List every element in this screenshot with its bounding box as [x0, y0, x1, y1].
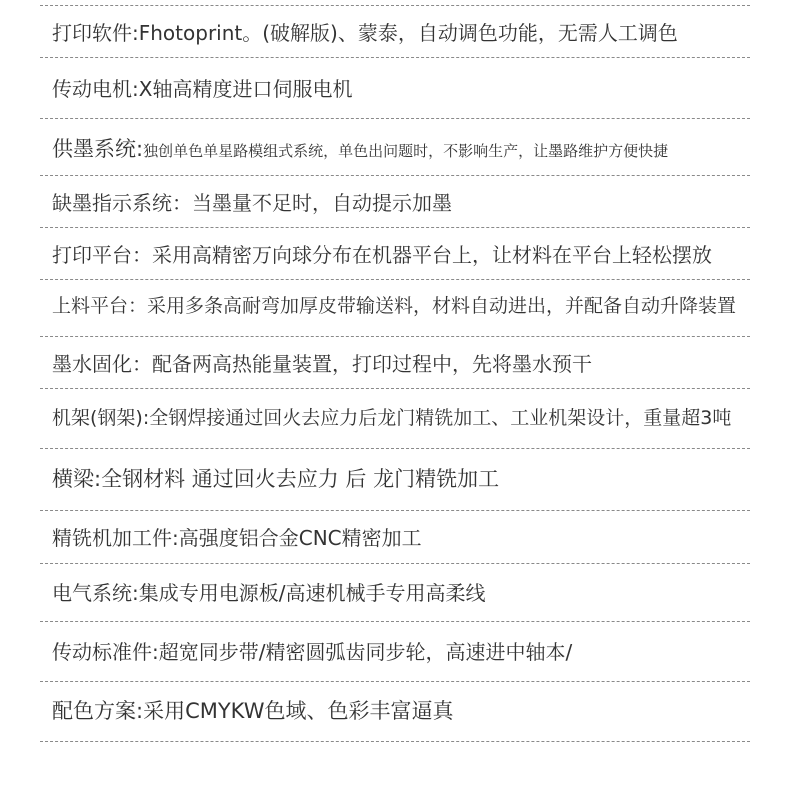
spec-row-electrical [40, 564, 750, 621]
spec-row-ink-supply [40, 119, 750, 175]
spec-label: 打印平台： [52, 243, 152, 267]
spec-row-feed-platform [40, 280, 750, 336]
spec-row-ink-curing [40, 337, 750, 388]
spec-label: 配色方案: [52, 699, 144, 723]
spec-value: 采用多条高耐弯加厚皮带输送料，材料自动进出，并配备自动升降装置 [147, 295, 737, 317]
spec-value: 当墨量不足时，自动提示加墨 [192, 191, 452, 215]
spec-label: 精铣机加工件: [52, 526, 179, 550]
spec-list [40, 0, 750, 742]
spec-label: 电气系统: [52, 581, 139, 605]
spec-value: 独创单色单星路模组式系统，单色出问题时，不影响生产，让墨路维护方便快捷 [143, 142, 669, 160]
spec-label: 缺墨指示系统： [52, 191, 192, 215]
spec-row-machined-parts [40, 511, 750, 563]
spec-row-frame [40, 389, 750, 448]
spec-label: 横梁: [52, 467, 102, 491]
spec-value: Fhotoprint。(破解版)、蒙泰，自动调色功能，无需人工调色 [138, 21, 678, 45]
spec-label: 传动标准件: [52, 640, 159, 664]
spec-label: 上料平台： [52, 295, 148, 317]
spec-row-transmission [40, 622, 750, 681]
spec-row-print-platform [40, 228, 750, 279]
spec-row-drive-motor [40, 58, 750, 118]
spec-value: 集成专用电源板/高速机械手专用高柔线 [138, 581, 486, 605]
spec-value: 配备两高热能量装置，打印过程中，先将墨水预干 [152, 352, 592, 376]
spec-label: 打印软件: [52, 21, 139, 45]
spec-row-print-software [40, 6, 750, 57]
spec-value: 高强度铝合金CNC精密加工 [178, 526, 422, 550]
spec-row-ink-shortage [40, 176, 750, 227]
spec-value: 全钢焊接通过回火去应力后龙门精铣加工、工业机架设计，重量超3吨 [149, 407, 732, 429]
spec-value: 超宽同步带/精密圆弧齿同步轮，高速进中轴本/ [158, 640, 573, 664]
spec-value: 采用高精密万向球分布在机器平台上，让材料在平台上轻松摆放 [152, 243, 712, 267]
spec-label: 墨水固化： [52, 352, 152, 376]
spec-label: 机架(钢架): [52, 407, 150, 429]
spec-value: 全钢材料 通过回火去应力 后 龙门精铣加工 [101, 467, 500, 491]
spec-value: 采用CMYKW色域、色彩丰富逼真 [143, 699, 454, 723]
spec-row-color-scheme [40, 682, 750, 741]
spec-row-crossbeam [40, 449, 750, 510]
spec-label: 供墨系统: [52, 137, 144, 161]
dashed-divider [40, 741, 750, 742]
spec-label: 传动电机: [52, 77, 139, 101]
spec-value: X轴高精度进口伺服电机 [138, 77, 353, 101]
